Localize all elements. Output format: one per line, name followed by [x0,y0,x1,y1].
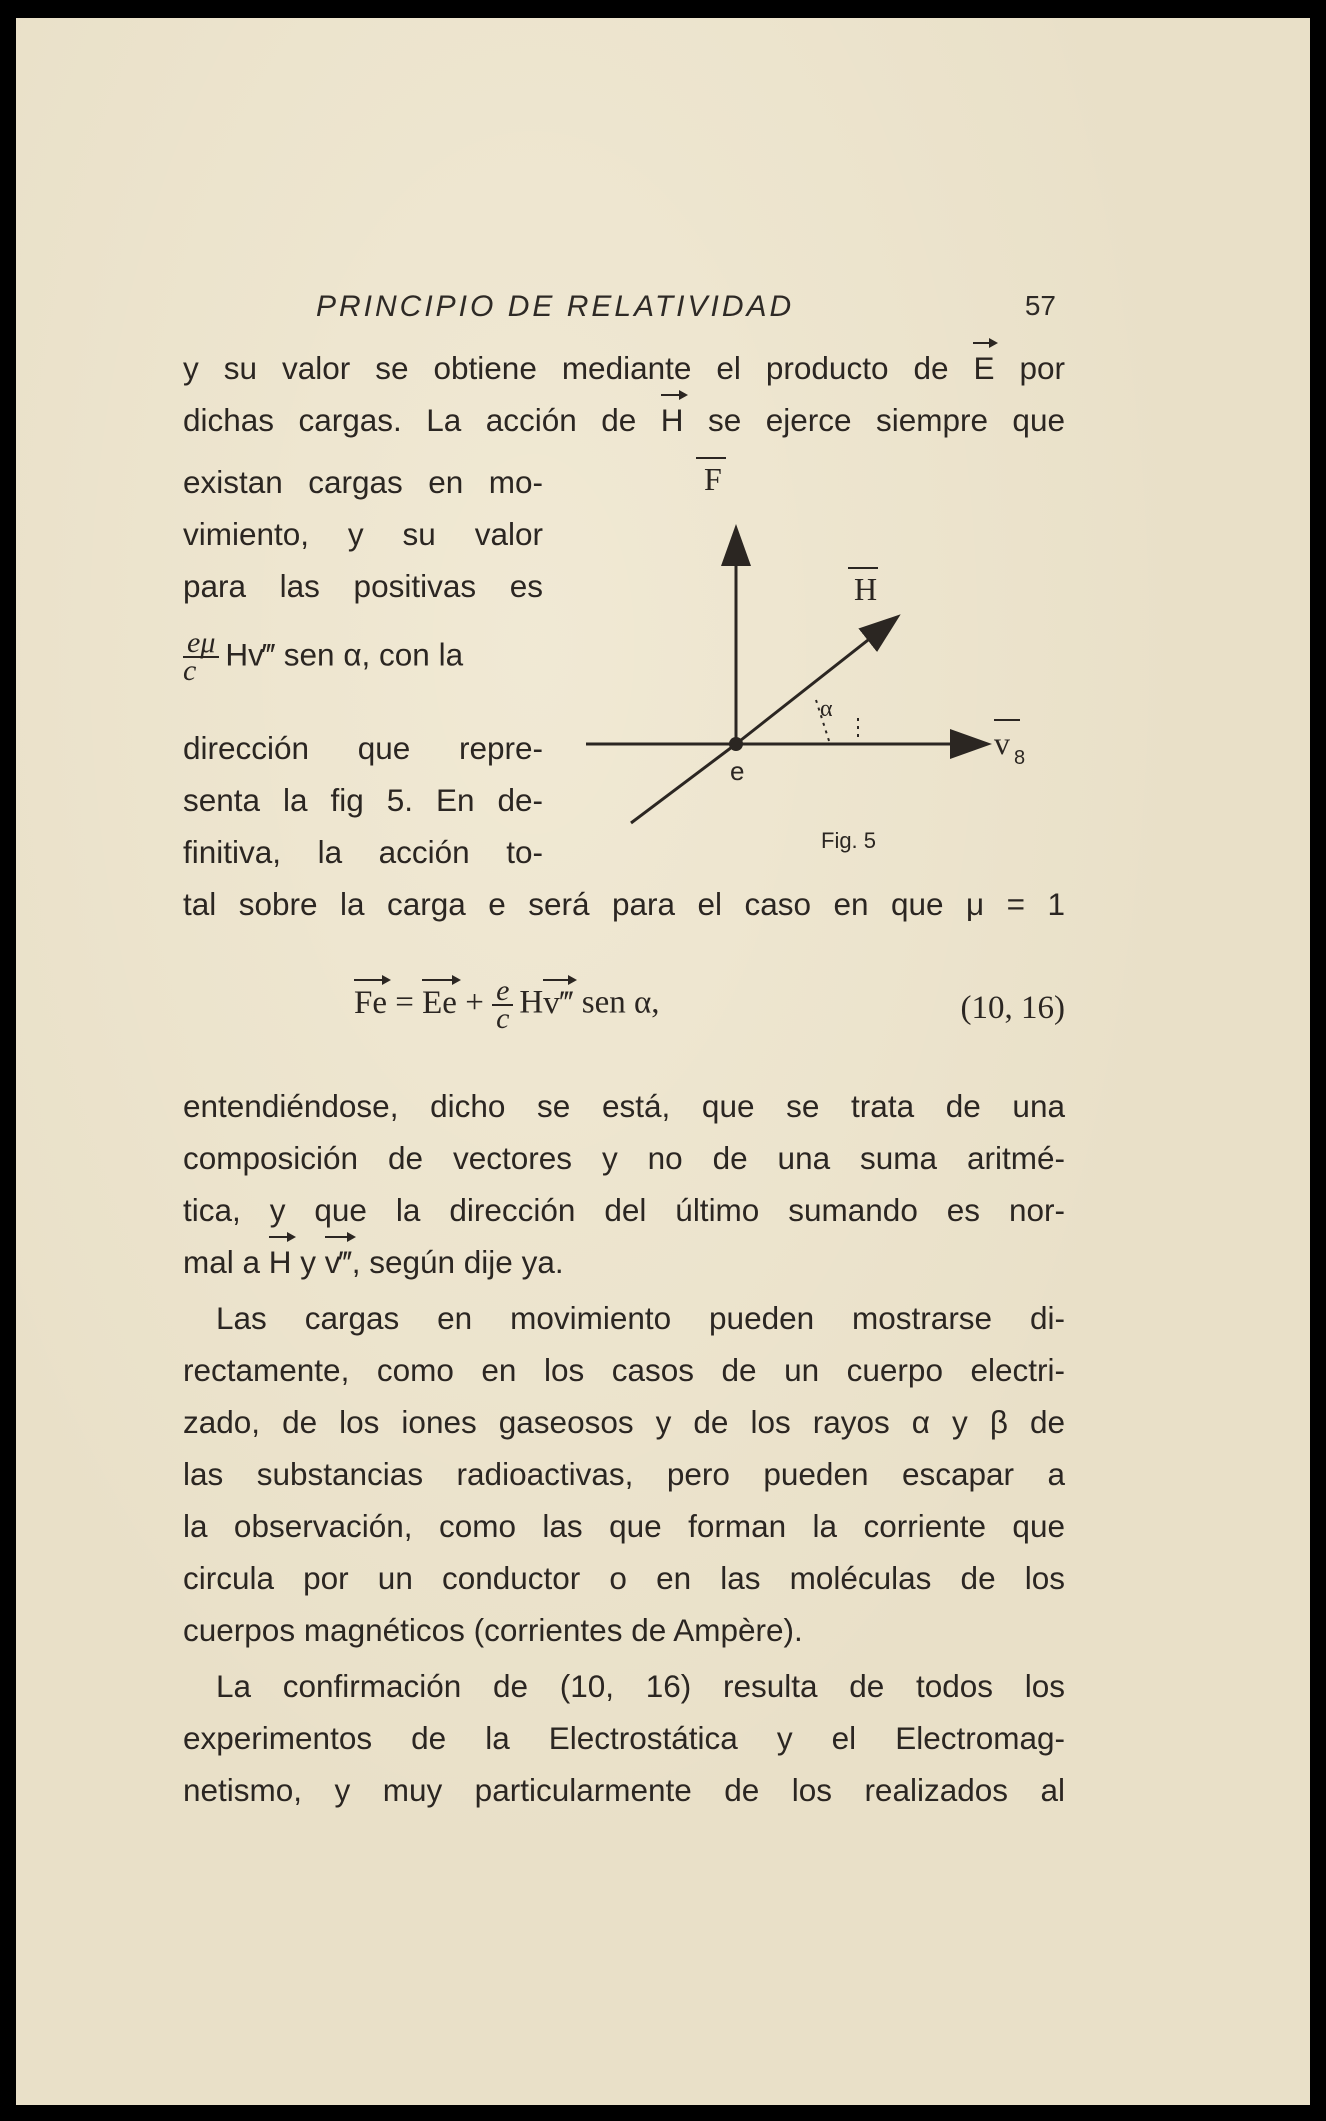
vector-H: H [660,402,684,438]
running-title: PRINCIPIO DE RELATIVIDAD [316,290,795,323]
text-line: finitiva, la acción to- [183,834,543,870]
text-line: circula por un conductor o en las moléculas de los [183,1560,1065,1596]
vector-H: H [268,1244,292,1280]
label-H: H [854,571,878,607]
vector-Ee: Ee [422,984,457,1021]
text-line: tal sobre la carga e será para el caso en que μ = 1 [183,886,1065,922]
text-line: zado, de los iones gaseosos y de los rayos α y β de [183,1404,1065,1440]
text-line: La confirmación de (10, 16) resulta de todos los [216,1668,1065,1704]
formula-line: $\frac{e\mu}{c}$ Hv‴ sen α, con la [183,626,464,687]
text-line: netismo, y muy particularmente de los realizados al [183,1772,1065,1808]
vector-Fe: Fe [354,984,387,1021]
label-v: v [994,725,1010,761]
label-v-subscript: 8 [1014,747,1026,769]
label-alpha: α [820,696,833,722]
running-header [316,290,1056,330]
equation-number: (10, 16) [960,990,1065,1026]
text-line: tica, y que la dirección del último sumando es nor- [183,1192,1065,1228]
equation-10-16: Fe = Ee + $\frac{e}{c}$ Hv‴ sen α, (10, 16) [354,974,1065,1035]
text-line: y su valor se obtiene mediante el producto de E por [183,350,1065,386]
text-line: cuerpos magnéticos (corrientes de Ampère). [183,1612,803,1648]
fraction-e-mu-over-c: $\frac{e\mu}{c}$ [183,630,219,684]
vector-v: v‴ [324,1244,352,1280]
text-line: vimiento, y su valor [183,516,543,552]
text-line: entendiéndose, dicho se está, que se trata de una [183,1088,1065,1124]
page-number: 57 [1024,290,1056,321]
text-line: senta la fig 5. En de- [183,782,543,818]
vector-v: v‴ [543,984,574,1021]
text-line: dirección que repre- [183,730,543,766]
figure-caption: Fig. 5 [821,828,877,853]
vector-diagram [576,438,1036,878]
book-page [16,18,1310,2105]
text-line: rectamente, como en los casos de un cuerpo electri- [183,1352,1065,1388]
text-line: la observación, como las que forman la corriente que [183,1508,1065,1544]
text-line: experimentos de la Electrostática y el Electromag- [183,1720,1065,1756]
text-line: mal a H y v‴, según dije ya. [183,1244,564,1280]
text-line: para las positivas es [183,568,543,604]
figure-5 [576,438,1036,878]
charge-point [729,737,743,751]
vector-E: E [973,350,995,386]
h-vector [736,618,896,744]
label-e: e [730,756,745,786]
label-F: F [704,461,722,497]
h-extension [631,744,736,823]
text-line: Las cargas en movimiento pueden mostrarse di- [216,1300,1065,1336]
fraction-e-over-c: $\frac{e}{c}$ [492,978,513,1032]
text-line: existan cargas en mo- [183,464,543,500]
text-line: dichas cargas. La acción de H se ejerce siempre que [183,402,1065,438]
text-line: las substancias radioactivas, pero pueden escapar a [183,1456,1065,1492]
text-line: composición de vectores y no de una suma aritmé- [183,1140,1065,1176]
